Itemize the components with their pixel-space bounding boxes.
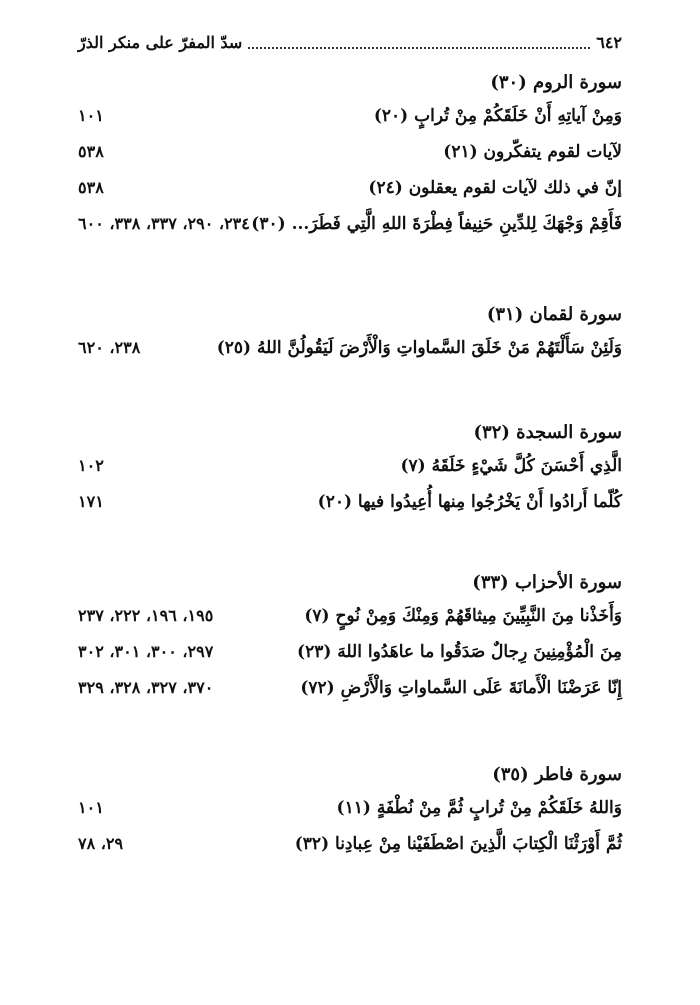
page-references: ١٠١ <box>78 106 104 125</box>
verse-entry <box>78 826 622 862</box>
page-references: ١٧١ <box>78 492 104 511</box>
page-references: ٢٩، ٧٨ <box>78 834 124 853</box>
verse-entry <box>78 448 622 484</box>
page-references: ١٠١ <box>78 798 104 817</box>
surah-title: سورة لقمان (٣١) <box>486 304 622 325</box>
verse-text: مِنَ الْمُؤْمِنِينَ رِجالٌ صَدَقُوا ما عاهَدُوا اللهَ (٢٣) <box>297 642 622 662</box>
verse-entry <box>78 170 622 206</box>
verse-text: وَمِنْ آياتِهِ أَنْ خَلَقَكُمْ مِنْ تُرابٍ (٢٠) <box>373 106 622 126</box>
verse-entry <box>78 134 622 170</box>
surah-section-ahzab <box>78 568 622 706</box>
surah-title: سورة الأحزاب (٣٣) <box>472 572 622 593</box>
surah-section-fatir <box>78 760 622 862</box>
verse-text: وَلَئِنْ سَأَلْتَهُمْ مَنْ خَلَقَ السَّماواتِ وَالْأَرْضَ لَيَقُولُنَّ اللهُ (٢٥) <box>216 338 622 358</box>
surah-title: سورة فاطر (٣٥) <box>492 764 622 785</box>
header-page-number: ٦٤٢ <box>596 32 622 52</box>
verse-entry <box>78 634 622 670</box>
page-references: ١٩٥، ١٩٦، ٢٢٢، ٢٣٧ <box>78 606 214 625</box>
page-references: ٢٣٤، ٢٩٠، ٣٣٧، ٣٣٨، ٦٠٠ <box>78 214 250 233</box>
verse-text: كُلّما أَرادُوا أَنْ يَخْرُجُوا مِنها أُعِيدُوا فيها (٢٠) <box>317 492 622 512</box>
verse-entry <box>78 790 622 826</box>
verse-text: لآيات لقوم يتفكّرون (٢١) <box>443 142 622 162</box>
page-references: ٢٩٧، ٣٠٠، ٣٠١، ٣٠٢ <box>78 642 214 661</box>
page-references: ٥٣٨ <box>78 178 104 197</box>
surah-title: سورة الروم (٣٠) <box>490 72 622 93</box>
page-references: ٣٧٠، ٣٢٧، ٣٢٨، ٣٢٩ <box>78 678 214 697</box>
page-references: ٢٣٨، ٦٢٠ <box>78 338 141 357</box>
surah-section-rum <box>78 68 622 242</box>
verse-entry <box>78 206 622 242</box>
header-book-title: سدّ المفرّ على منكر الذرّ <box>78 32 243 52</box>
surah-section-luqman <box>78 300 622 366</box>
page-references: ١٠٢ <box>78 456 104 475</box>
surah-section-sajda <box>78 418 622 520</box>
verse-entry <box>78 598 622 634</box>
verse-text: وَأَخَذْنا مِنَ النَّبِيِّينَ مِيثاقَهُمْ وَمِنْكَ وَمِنْ نُوحٍ (٧) <box>304 606 622 626</box>
verse-entry <box>78 484 622 520</box>
verse-text: الَّذِي أَحْسَنَ كُلَّ شَيْءٍ خَلَقَهُ (٧) <box>400 456 622 476</box>
verse-entry <box>78 98 622 134</box>
header-leader-dots <box>248 35 590 49</box>
surah-title: سورة السجدة (٣٢) <box>473 422 622 443</box>
verse-text: ثُمَّ أَوْرَثْنَا الْكِتابَ الَّذِينَ اصْطَفَيْنا مِنْ عِبادِنا (٣٢) <box>294 834 622 854</box>
verse-entry <box>78 330 622 366</box>
verse-entry <box>78 670 622 706</box>
verse-text: إنّ في ذلك لآيات لقوم يعقلون (٢٤) <box>368 178 622 198</box>
verse-text: إِنّا عَرَضْنَا الْأَمانَةَ عَلَى السَّماواتِ وَالْأَرْضِ (٧٢) <box>300 678 622 698</box>
verse-text: وَاللهُ خَلَقَكُمْ مِنْ تُرابٍ ثُمَّ مِنْ نُطْفَةٍ (١١) <box>336 798 622 818</box>
page-references: ٥٣٨ <box>78 142 104 161</box>
verse-text: فَأَقِمْ وَجْهَكَ لِلدِّينِ حَنِيفاً فِطْرَةَ اللهِ الَّتِي فَطَرَ... (٣٠) <box>251 214 622 234</box>
running-header <box>78 28 622 56</box>
